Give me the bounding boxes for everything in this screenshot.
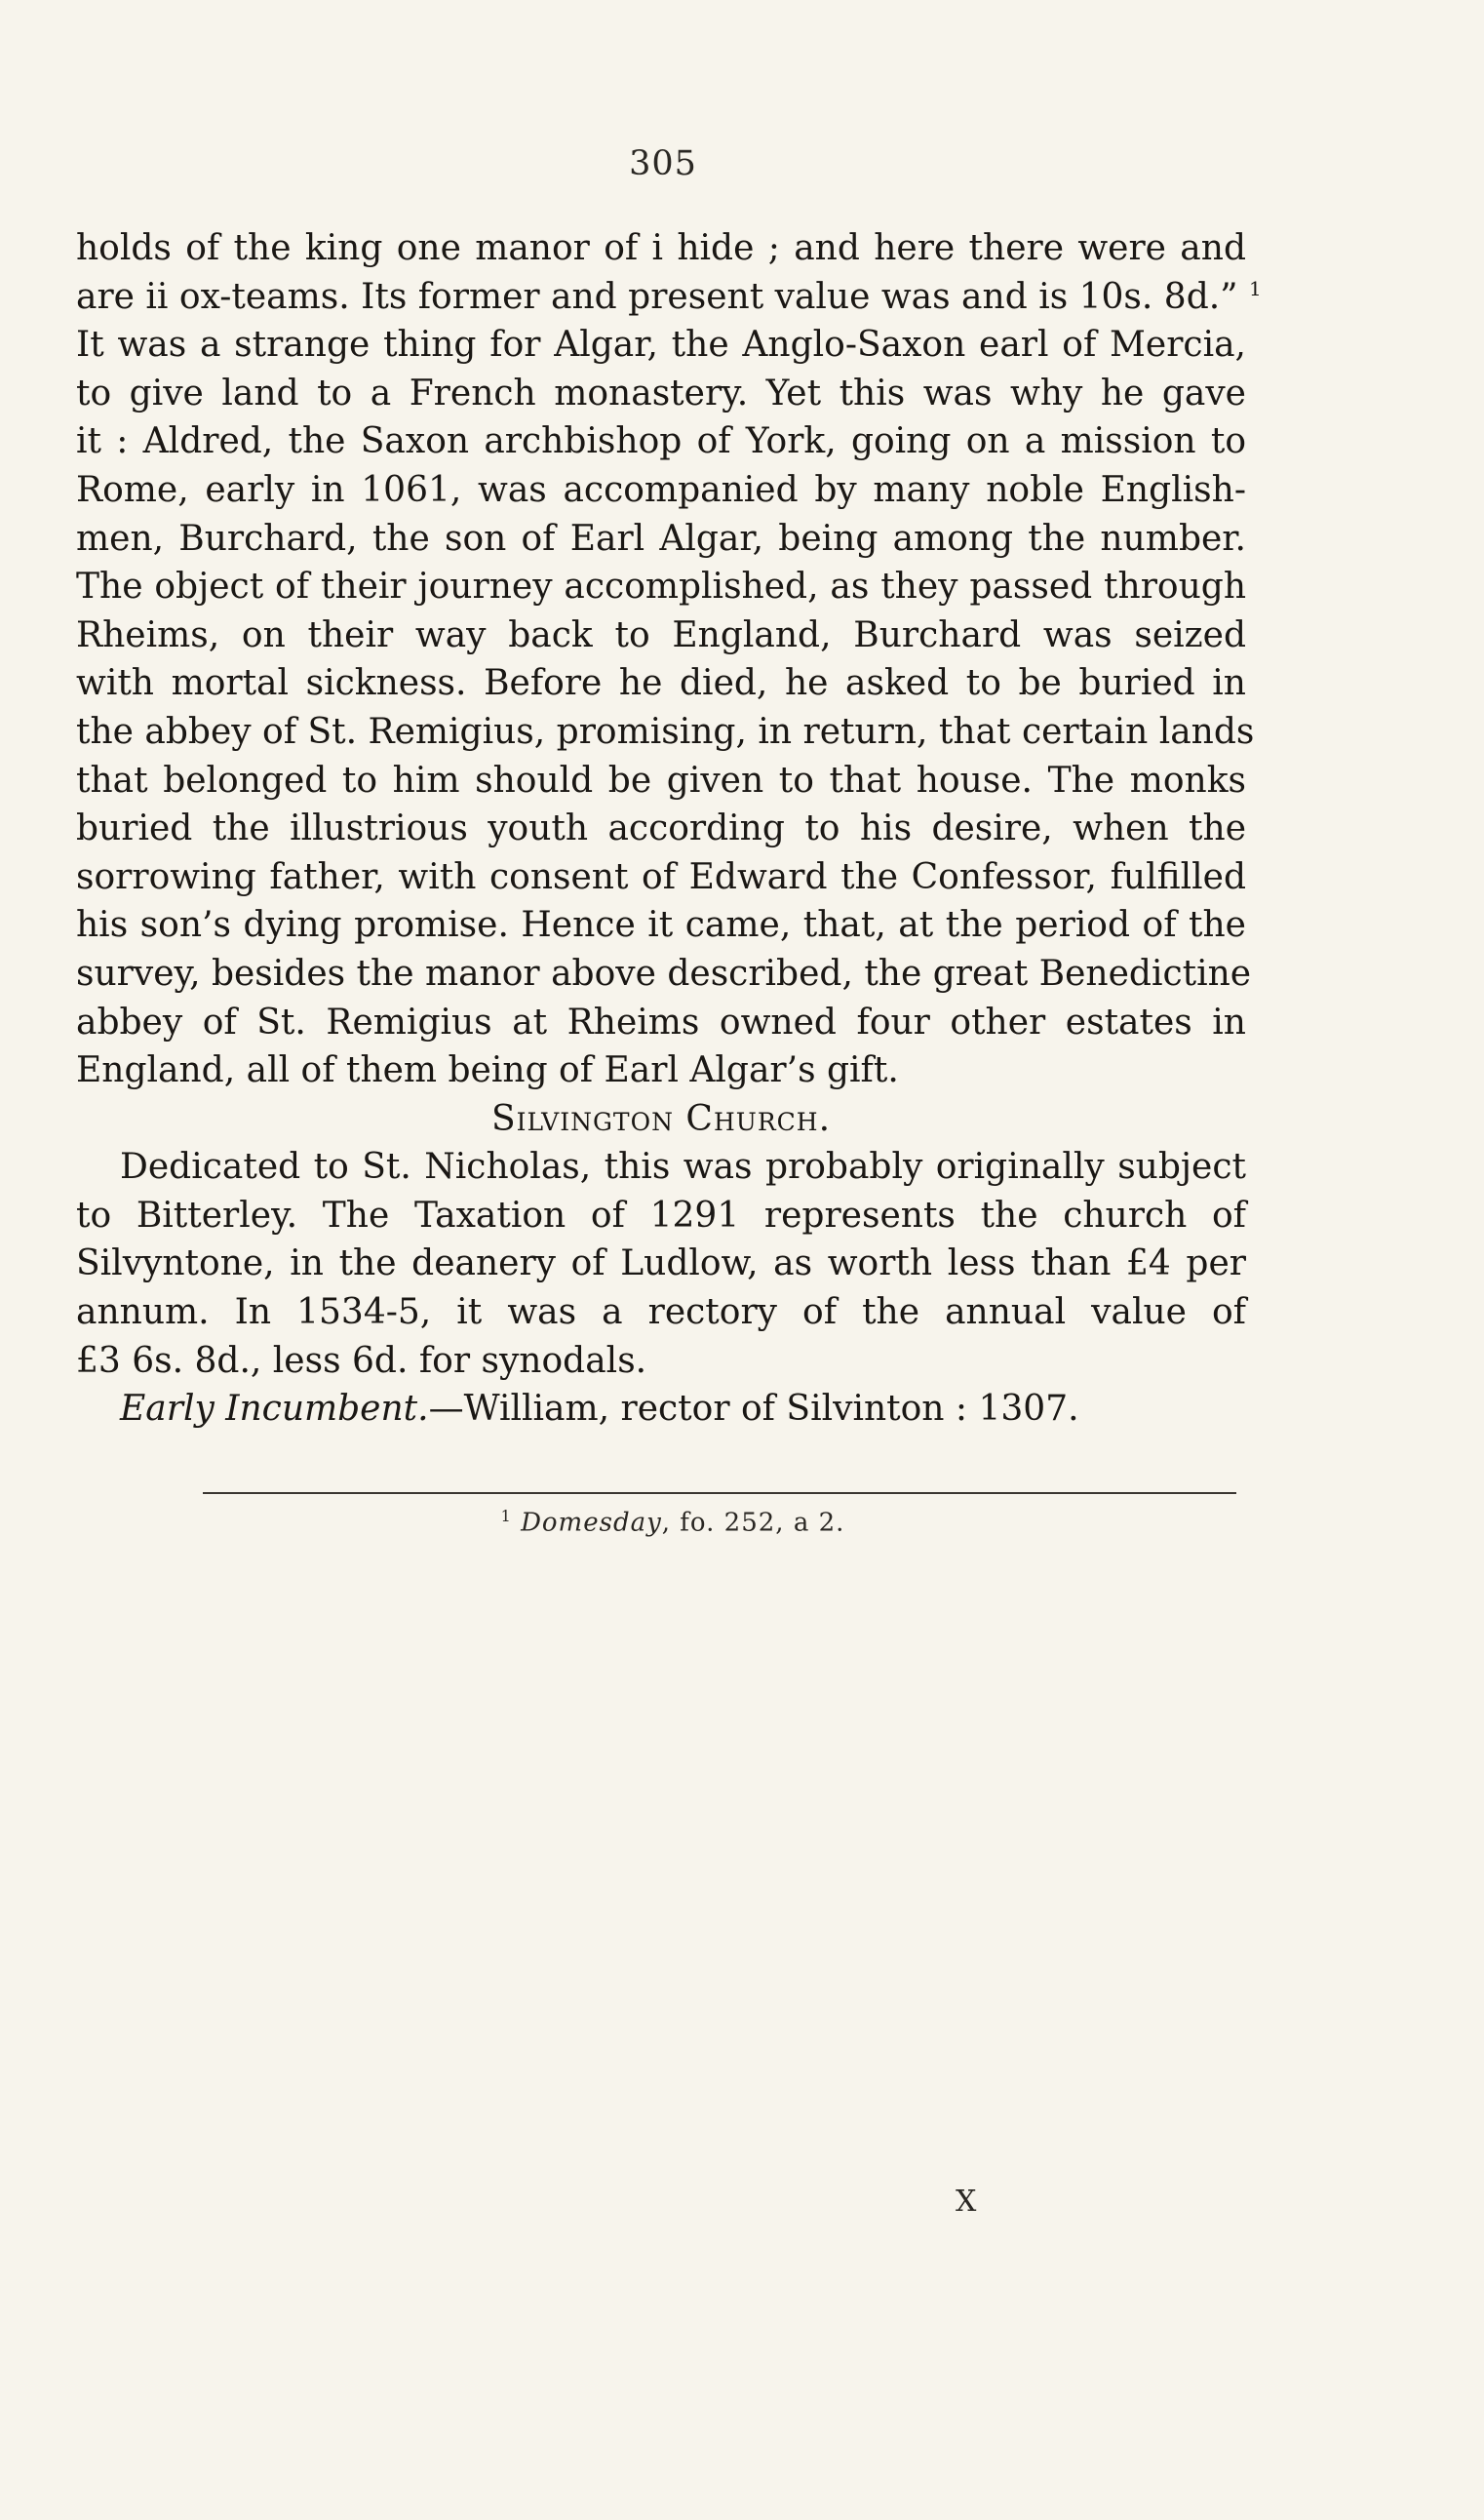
text-line: men, Burchard, the son of Earl Algar, being among the number. <box>76 518 1246 559</box>
footnote-number: 1 <box>500 1507 512 1525</box>
text-line: abbey of St. Remigius at Rheims owned four other estates in <box>76 1002 1246 1043</box>
section-heading: Silvington Church. <box>490 1098 832 1139</box>
text-line: it : Aldred, the Saxon archbishop of York, going on a mission to <box>76 421 1246 462</box>
footnote-rule <box>203 1492 1236 1494</box>
text-line: £3 6s. 8d., less 6d. for synodals. <box>76 1340 647 1381</box>
footnote-text: , fo. 252, a 2. <box>661 1508 845 1538</box>
text-line: It was a strange thing for Algar, the Anglo-Saxon earl of Mercia, <box>76 325 1246 366</box>
text-line: Rheims, on their way back to England, Burchard was seized <box>76 614 1246 655</box>
text-line-content: are ii ox-teams. Its former and present value was and is 10s. 8d.” <box>76 276 1238 317</box>
text-line: buried the illustrious youth according to his desire, when the <box>76 808 1246 849</box>
text-line: annum. In 1534-5, it was a rectory of the annual value of <box>76 1292 1246 1333</box>
text-line: with mortal sickness. Before he died, he asked to be buried in <box>76 663 1246 704</box>
text-line-with-footnote <box>76 273 1262 322</box>
footnote-title: Domesday <box>521 1508 662 1538</box>
footnote <box>0 1507 1346 1538</box>
text-line: to Bitterley. The Taxation of 1291 represents the church of <box>76 1195 1246 1236</box>
text-line: the abbey of St. Remigius, promising, in return, that certain lands <box>76 711 1255 752</box>
signature-mark: X <box>956 2185 979 2219</box>
text-line: that belonged to him should be given to that house. The monks <box>76 760 1246 801</box>
text-line: to give land to a French monastery. Yet this was why he gave <box>76 373 1246 413</box>
incumbent-label: Early Incumbent. <box>120 1389 429 1430</box>
incumbent-line <box>76 1385 1246 1434</box>
body-text <box>76 224 1262 1434</box>
text-line: survey, besides the manor above described, the great Benedictine <box>76 953 1252 994</box>
text-line: Rome, early in 1061, was accompanied by many noble English- <box>76 469 1246 510</box>
footnote-marker: 1 <box>1249 276 1262 300</box>
text-line: his son’s dying promise. Hence it came, that, at the period of the <box>76 905 1246 946</box>
text-line: Dedicated to St. Nicholas, this was probably originally subject <box>120 1147 1246 1188</box>
incumbent-text: —William, rector of Silvinton : 1307. <box>428 1389 1079 1430</box>
page-number: 305 <box>629 144 697 183</box>
text-line: The object of their journey accomplished, as they passed through <box>76 567 1246 608</box>
text-line: sorrowing father, with consent of Edward the Confessor, fulfilled <box>76 856 1246 897</box>
text-line: Silvyntone, in the deanery of Ludlow, as worth less than £4 per <box>76 1243 1246 1284</box>
text-line: England, all of them being of Earl Algar’s gift. <box>76 1050 899 1091</box>
text-line: holds of the king one manor of i hide ; and here there were and <box>76 228 1246 268</box>
